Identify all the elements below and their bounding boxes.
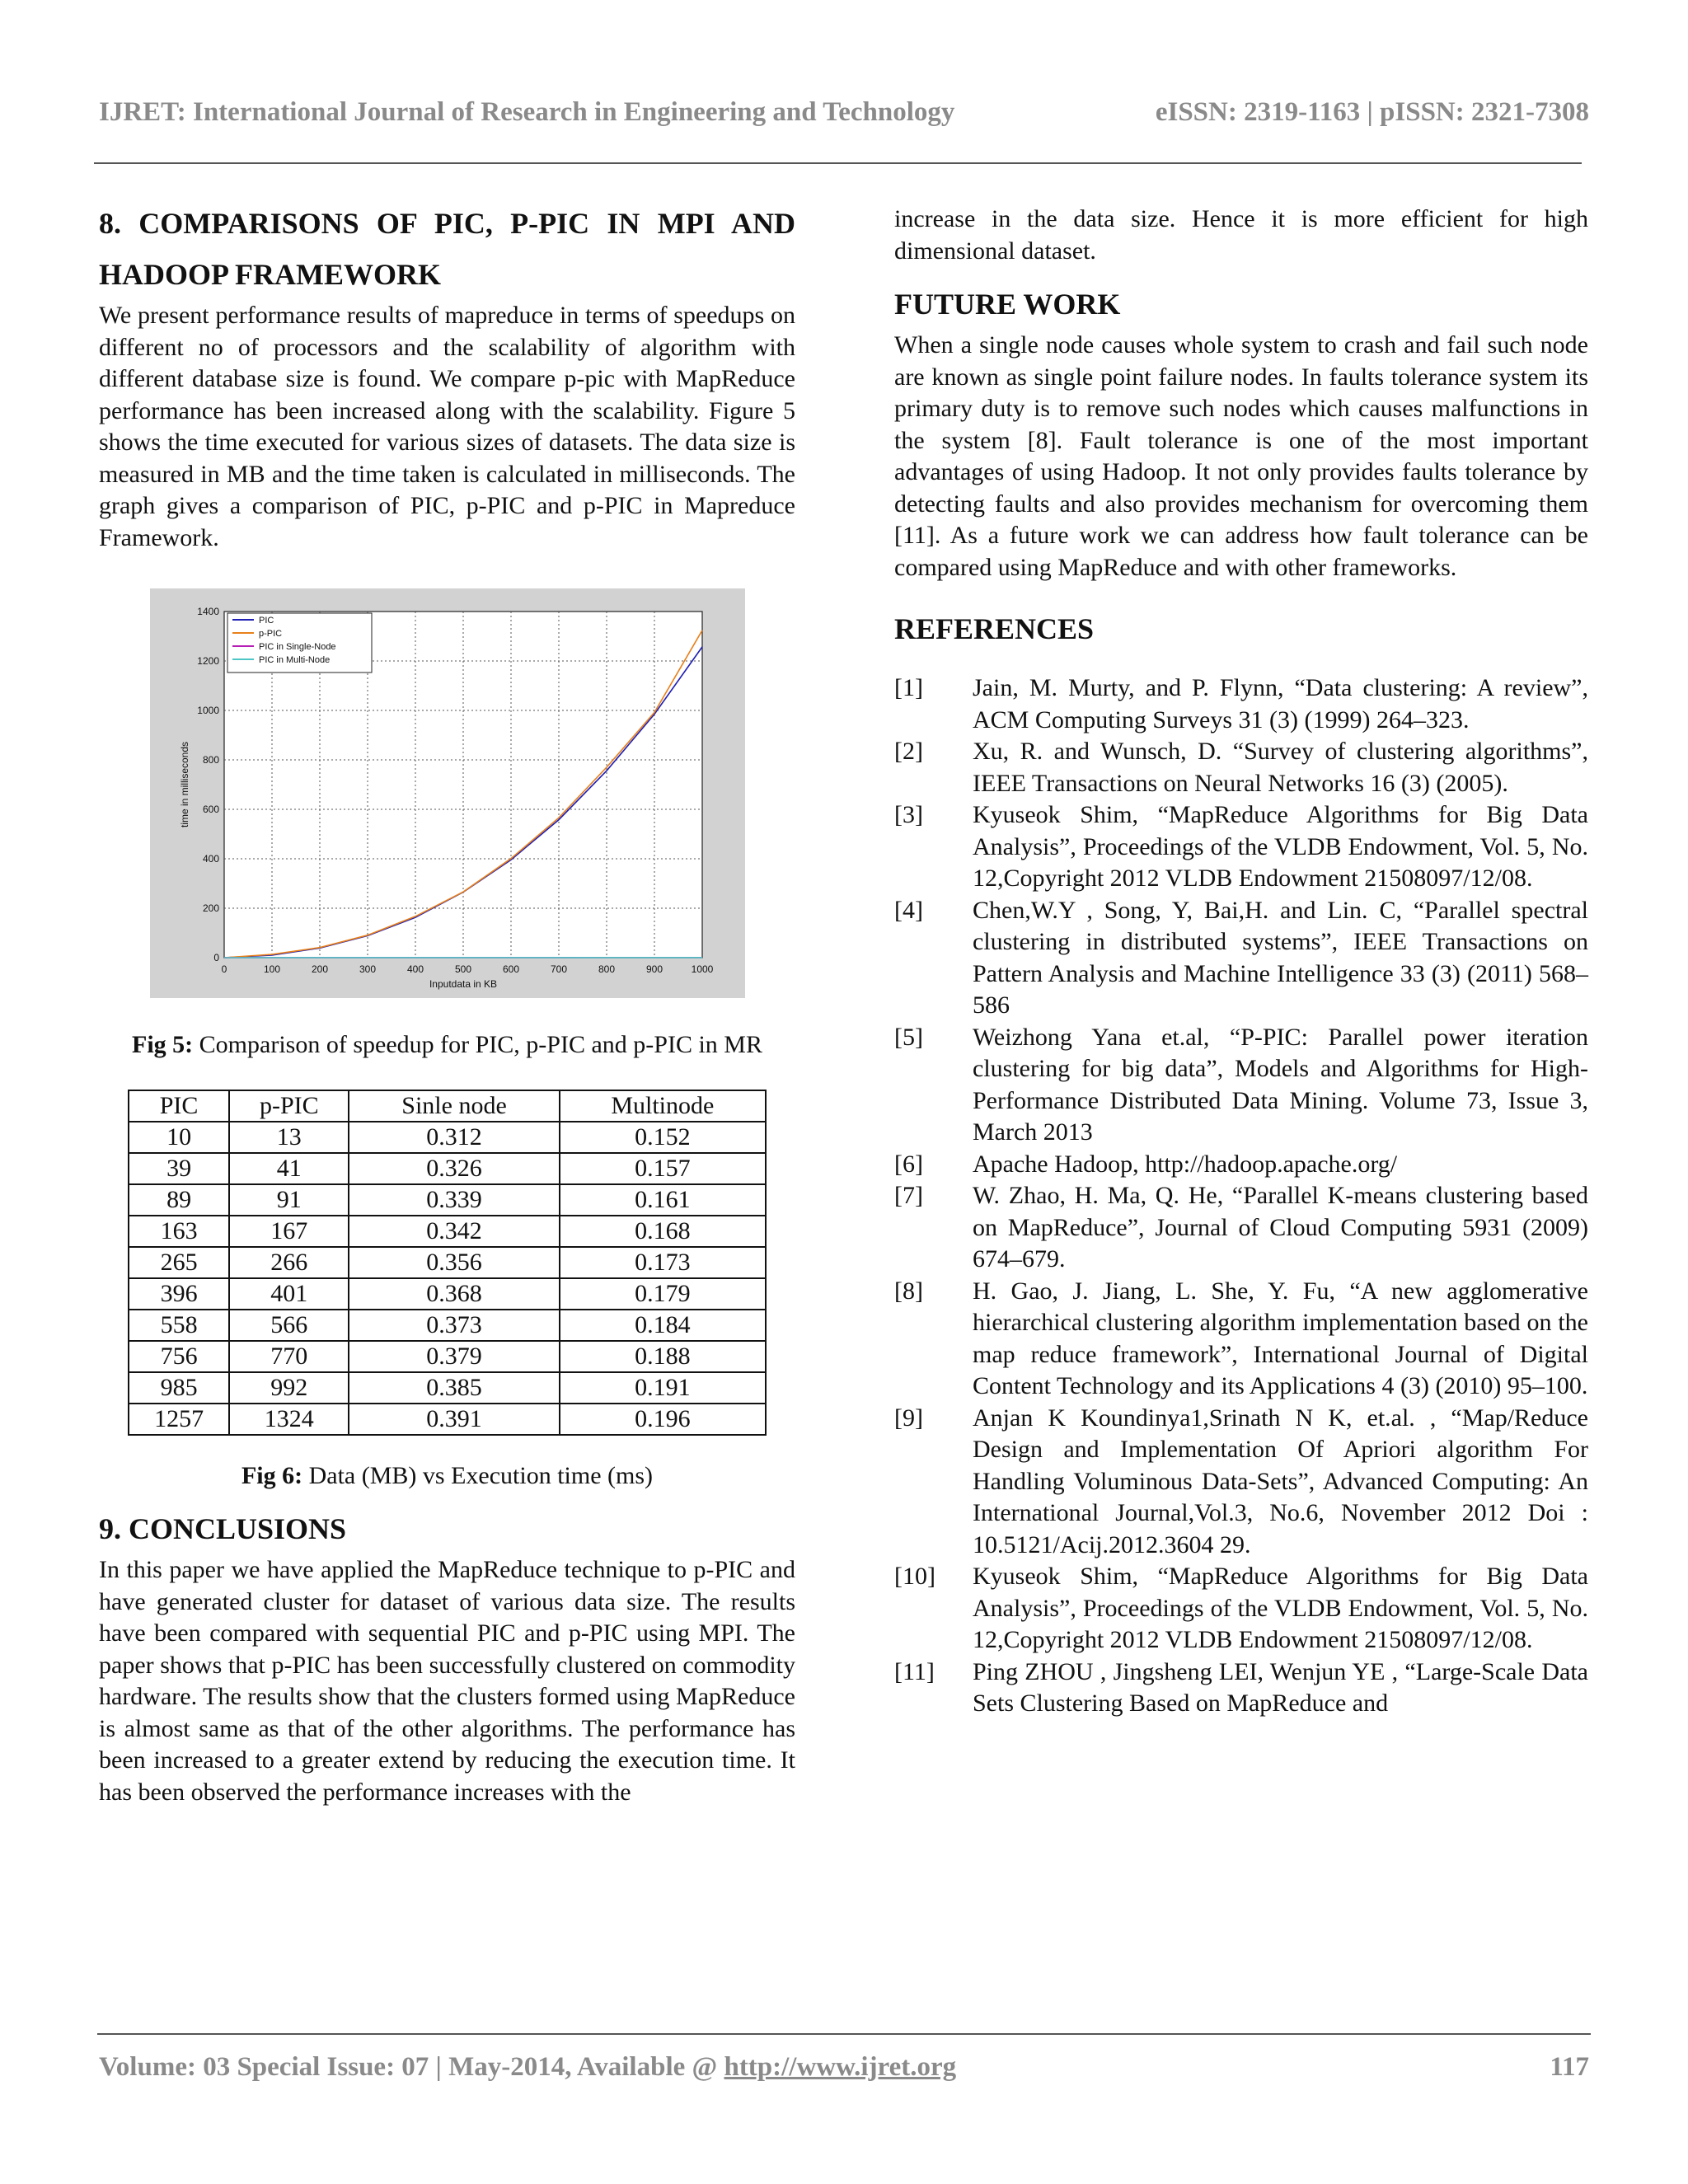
reference-item — [894, 1022, 1588, 1149]
table-row — [129, 1216, 766, 1247]
reference-text: Ping ZHOU , Jingsheng LEI, Wenjun YE , “Large-Scale Data Sets Clustering Based on MapReduce and — [973, 1657, 1588, 1717]
table-header-row — [129, 1090, 766, 1122]
figure-6-caption — [99, 1460, 795, 1493]
table-cell: 0.179 — [560, 1278, 766, 1310]
x-tick-label: 800 — [598, 963, 616, 975]
footer-rule — [97, 2033, 1591, 2035]
page-number: 117 — [1550, 2052, 1589, 2082]
table-cell: 163 — [129, 1216, 229, 1247]
table-cell: 0.196 — [560, 1404, 766, 1435]
y-tick-label: 1000 — [197, 705, 219, 716]
reference-text: Xu, R. and Wunsch, D. “Survey of clustering algorithms”, IEEE Transactions on Neural Networks 16 (3) (2005). — [973, 738, 1588, 797]
y-tick-label: 0 — [213, 952, 219, 963]
reference-text: Kyuseok Shim, “MapReduce Algorithms for Big Data Analysis”, Proceedings of the VLDB Endowment, Vol. 5, No. 12,Copyright 2012 VLDB Endowment 21508097/12/08. — [973, 1563, 1588, 1653]
footer-volume — [99, 2052, 956, 2083]
table-cell: 10 — [129, 1122, 229, 1153]
reference-text: Kyuseok Shim, “MapReduce Algorithms for Big Data Analysis”, Proceedings of the VLDB Endowment, Vol. 5, No. 12,Copyright 2012 VLDB Endowment 21508097/12/08. — [973, 801, 1588, 892]
reference-number: [6] — [894, 1150, 923, 1178]
table-cell: 396 — [129, 1278, 229, 1310]
table-row — [129, 1310, 766, 1341]
reference-item — [894, 1561, 1588, 1657]
table-cell: 992 — [229, 1372, 349, 1404]
table-cell: 0.191 — [560, 1372, 766, 1404]
table-cell: 0.385 — [349, 1372, 559, 1404]
volume-info: Volume: 03 Special Issue: 07 | May-2014, Available @ — [99, 2052, 724, 2082]
y-tick-label: 200 — [202, 902, 219, 914]
table-cell: 1257 — [129, 1404, 229, 1435]
future-work-heading: FUTURE WORK — [894, 288, 1121, 321]
reference-text: H. Gao, J. Jiang, L. She, Y. Fu, “A new agglomerative hierarchical clustering algorithm implementation based on the map reduce framework”, International Journal of Digital Content Technology and its Applications 4 (3) (2010) 95–100. — [973, 1277, 1588, 1399]
x-tick-label: 600 — [502, 963, 520, 975]
reference-number: [1] — [894, 674, 923, 701]
table-header: Sinle node — [349, 1090, 559, 1122]
x-tick-label: 300 — [359, 963, 377, 975]
table-cell: 0.342 — [349, 1216, 559, 1247]
table-cell: 0.168 — [560, 1216, 766, 1247]
table-row — [129, 1278, 766, 1310]
references-heading: REFERENCES — [894, 612, 1095, 645]
reference-text: Anjan K Koundinya1,Srinath N K, et.al. , “Map/Reduce Design and Implementation Of Apriori algorithm For Handling Voluminous Data-Sets”, Advanced Computing: An International Journal,Vol.3, No.6, November 2012 Doi : 10.5121/Acij.2012.3604 29. — [973, 1404, 1588, 1558]
legend-label: p-PIC — [259, 629, 283, 639]
line-chart — [150, 588, 745, 998]
reference-item — [894, 736, 1588, 799]
journal-link[interactable]: http://www.ijret.org — [724, 2052, 957, 2082]
future-work-body: When a single node causes whole system to crash and fail such node are known as single point failure nodes. In faults tolerance system its primary duty is to remove such nodes which causes malfunctions in the system [8]. Fault tolerance is one of the most important advantages of using Hadoop. It not only provides faults tolerance by detecting faults and also provides mechanism for overcoming them [11]. As a future work we can address how fault tolerance can be compared using MapReduce and with other frameworks. — [894, 331, 1588, 581]
table-row — [129, 1372, 766, 1404]
reference-text: W. Zhao, H. Ma, Q. He, “Parallel K-means clustering based on MapReduce”, Journal of Cloud Computing 5931 (2009) 674–679. — [973, 1182, 1588, 1272]
table-cell: 0.339 — [349, 1184, 559, 1216]
figure-6-label: Fig 6: — [241, 1461, 303, 1489]
table-cell: 0.312 — [349, 1122, 559, 1153]
table-cell: 266 — [229, 1247, 349, 1278]
left-column — [99, 198, 795, 1808]
reference-item — [894, 1657, 1588, 1720]
reference-item — [894, 1403, 1588, 1562]
table-header: Multinode — [560, 1090, 766, 1122]
x-tick-label: 500 — [454, 963, 472, 975]
table-cell: 89 — [129, 1184, 229, 1216]
x-tick-label: 200 — [311, 963, 329, 975]
x-tick-label: 1000 — [691, 963, 714, 975]
reference-number: [5] — [894, 1023, 923, 1051]
continuation-text: increase in the data size. Hence it is more efficient for high dimensional dataset. — [894, 205, 1588, 265]
reference-number: [3] — [894, 801, 923, 828]
reference-text: Weizhong Yana et.al, “P-PIC: Parallel power iteration clustering for big data”, Models and Algorithms for High-Performance Distributed Data Mining. Volume 73, Issue 3, March 2013 — [973, 1023, 1588, 1146]
table-cell: 167 — [229, 1216, 349, 1247]
section9-body: In this paper we have applied the MapReduce technique to p-PIC and have generated cluster for dataset of various data size. The results have been compared with sequential PIC and p-PIC using MPI. The paper shows that p-PIC has been successfully clustered on commodity hardware. The results show that the clusters formed using MapReduce is almost same as that of the other algorithms. The performance has been increased to a greater extend by reducing the execution time. It has been observed the performance increases with the — [99, 1556, 795, 1806]
table-cell: 41 — [229, 1153, 349, 1184]
reference-number: [9] — [894, 1404, 923, 1432]
x-axis-label: Inputdata in KB — [429, 978, 498, 990]
reference-text: Chen,W.Y , Song, Y, Bai,H. and Lin. C, “Parallel spectral clustering in distributed systems”, IEEE Transactions on Pattern Analysis and Machine Intelligence 33 (3) (2011) 568–586 — [973, 896, 1588, 1019]
section8-heading-line1: 8. COMPARISONS OF PIC, P-PIC IN MPI AND — [99, 207, 795, 240]
right-column — [894, 198, 1588, 1720]
legend-label: PIC in Multi-Node — [259, 655, 331, 665]
table-cell: 0.184 — [560, 1310, 766, 1341]
page-footer — [99, 2052, 1589, 2093]
table-cell: 39 — [129, 1153, 229, 1184]
reference-item — [894, 799, 1588, 895]
table-cell: 0.368 — [349, 1278, 559, 1310]
figure-5-label: Fig 5: — [132, 1031, 194, 1058]
table-row — [129, 1184, 766, 1216]
table-header: PIC — [129, 1090, 229, 1122]
y-tick-label: 400 — [202, 853, 219, 865]
figure-5-chart — [150, 588, 745, 998]
reference-text: Jain, M. Murty, and P. Flynn, “Data clustering: A review”, ACM Computing Surveys 31 (3) (1999) 264–323. — [973, 674, 1588, 733]
table-cell: 0.161 — [560, 1184, 766, 1216]
figure-5-caption — [99, 1029, 795, 1062]
reference-number: [4] — [894, 896, 923, 924]
section8-heading-line2: HADOOP FRAMEWORK — [99, 258, 441, 291]
results-table — [128, 1090, 767, 1436]
reference-number: [10] — [894, 1563, 935, 1590]
table-cell: 0.188 — [560, 1341, 766, 1372]
legend-label: PIC in Single-Node — [259, 642, 336, 652]
table-cell: 0.356 — [349, 1247, 559, 1278]
x-tick-label: 900 — [645, 963, 663, 975]
x-tick-label: 400 — [406, 963, 424, 975]
table-cell: 756 — [129, 1341, 229, 1372]
y-axis-label: time in milliseconds — [179, 741, 190, 828]
reference-item — [894, 1149, 1588, 1181]
references-list — [894, 673, 1588, 1720]
section9-heading: 9. CONCLUSIONS — [99, 1512, 347, 1545]
reference-number: [11] — [894, 1657, 935, 1685]
table-cell: 0.373 — [349, 1310, 559, 1341]
table-cell: 770 — [229, 1341, 349, 1372]
reference-item — [894, 673, 1588, 736]
table-cell: 558 — [129, 1310, 229, 1341]
reference-number: [7] — [894, 1182, 923, 1209]
reference-number: [2] — [894, 738, 923, 765]
y-tick-label: 1400 — [197, 606, 219, 617]
reference-text: Apache Hadoop, http://hadoop.apache.org/ — [973, 1150, 1398, 1178]
table-cell: 91 — [229, 1184, 349, 1216]
reference-item — [894, 1180, 1588, 1276]
table-cell: 0.152 — [560, 1122, 766, 1153]
table-cell: 985 — [129, 1372, 229, 1404]
figure-5-text: Comparison of speedup for PIC, p-PIC and p-PIC in MR — [199, 1031, 762, 1058]
reference-item — [894, 895, 1588, 1022]
table-cell: 0.326 — [349, 1153, 559, 1184]
y-tick-label: 600 — [202, 804, 219, 815]
y-tick-label: 1200 — [197, 655, 219, 667]
table-row — [129, 1122, 766, 1153]
header-rule — [94, 162, 1582, 164]
x-tick-label: 100 — [263, 963, 281, 975]
journal-title: IJRET: International Journal of Research in Engineering and Technology — [99, 97, 955, 127]
reference-item — [894, 1276, 1588, 1403]
table-cell: 0.173 — [560, 1247, 766, 1278]
table-cell: 0.391 — [349, 1404, 559, 1435]
page-header — [99, 97, 1589, 138]
reference-number: [8] — [894, 1277, 923, 1305]
table-header: p-PIC — [229, 1090, 349, 1122]
x-tick-label: 0 — [221, 963, 227, 975]
table-cell: 0.379 — [349, 1341, 559, 1372]
table-cell: 13 — [229, 1122, 349, 1153]
x-tick-label: 700 — [550, 963, 568, 975]
table-row — [129, 1153, 766, 1184]
table-cell: 0.157 — [560, 1153, 766, 1184]
legend-label: PIC — [259, 616, 274, 626]
table-row — [129, 1341, 766, 1372]
section8-body: We present performance results of mapreduce in terms of speedups on different no of processors and the scalability of algorithm with different database size is found. We compare p-pic with MapReduce performance has been increased along with the scalability. Figure 5 shows the time executed for various sizes of datasets. The data size is measured in MB and the time taken is calculated in milliseconds. The graph gives a comparison of PIC, p-PIC and p-PIC in Mapreduce Framework. — [99, 302, 795, 551]
table-cell: 401 — [229, 1278, 349, 1310]
figure-6-text: Data (MB) vs Execution time (ms) — [308, 1461, 654, 1489]
table-cell: 566 — [229, 1310, 349, 1341]
y-tick-label: 800 — [202, 754, 219, 766]
table-cell: 265 — [129, 1247, 229, 1278]
table-row — [129, 1247, 766, 1278]
issn: eISSN: 2319-1163 | pISSN: 2321-7308 — [1155, 97, 1589, 127]
table-cell: 1324 — [229, 1404, 349, 1435]
table-row — [129, 1404, 766, 1435]
